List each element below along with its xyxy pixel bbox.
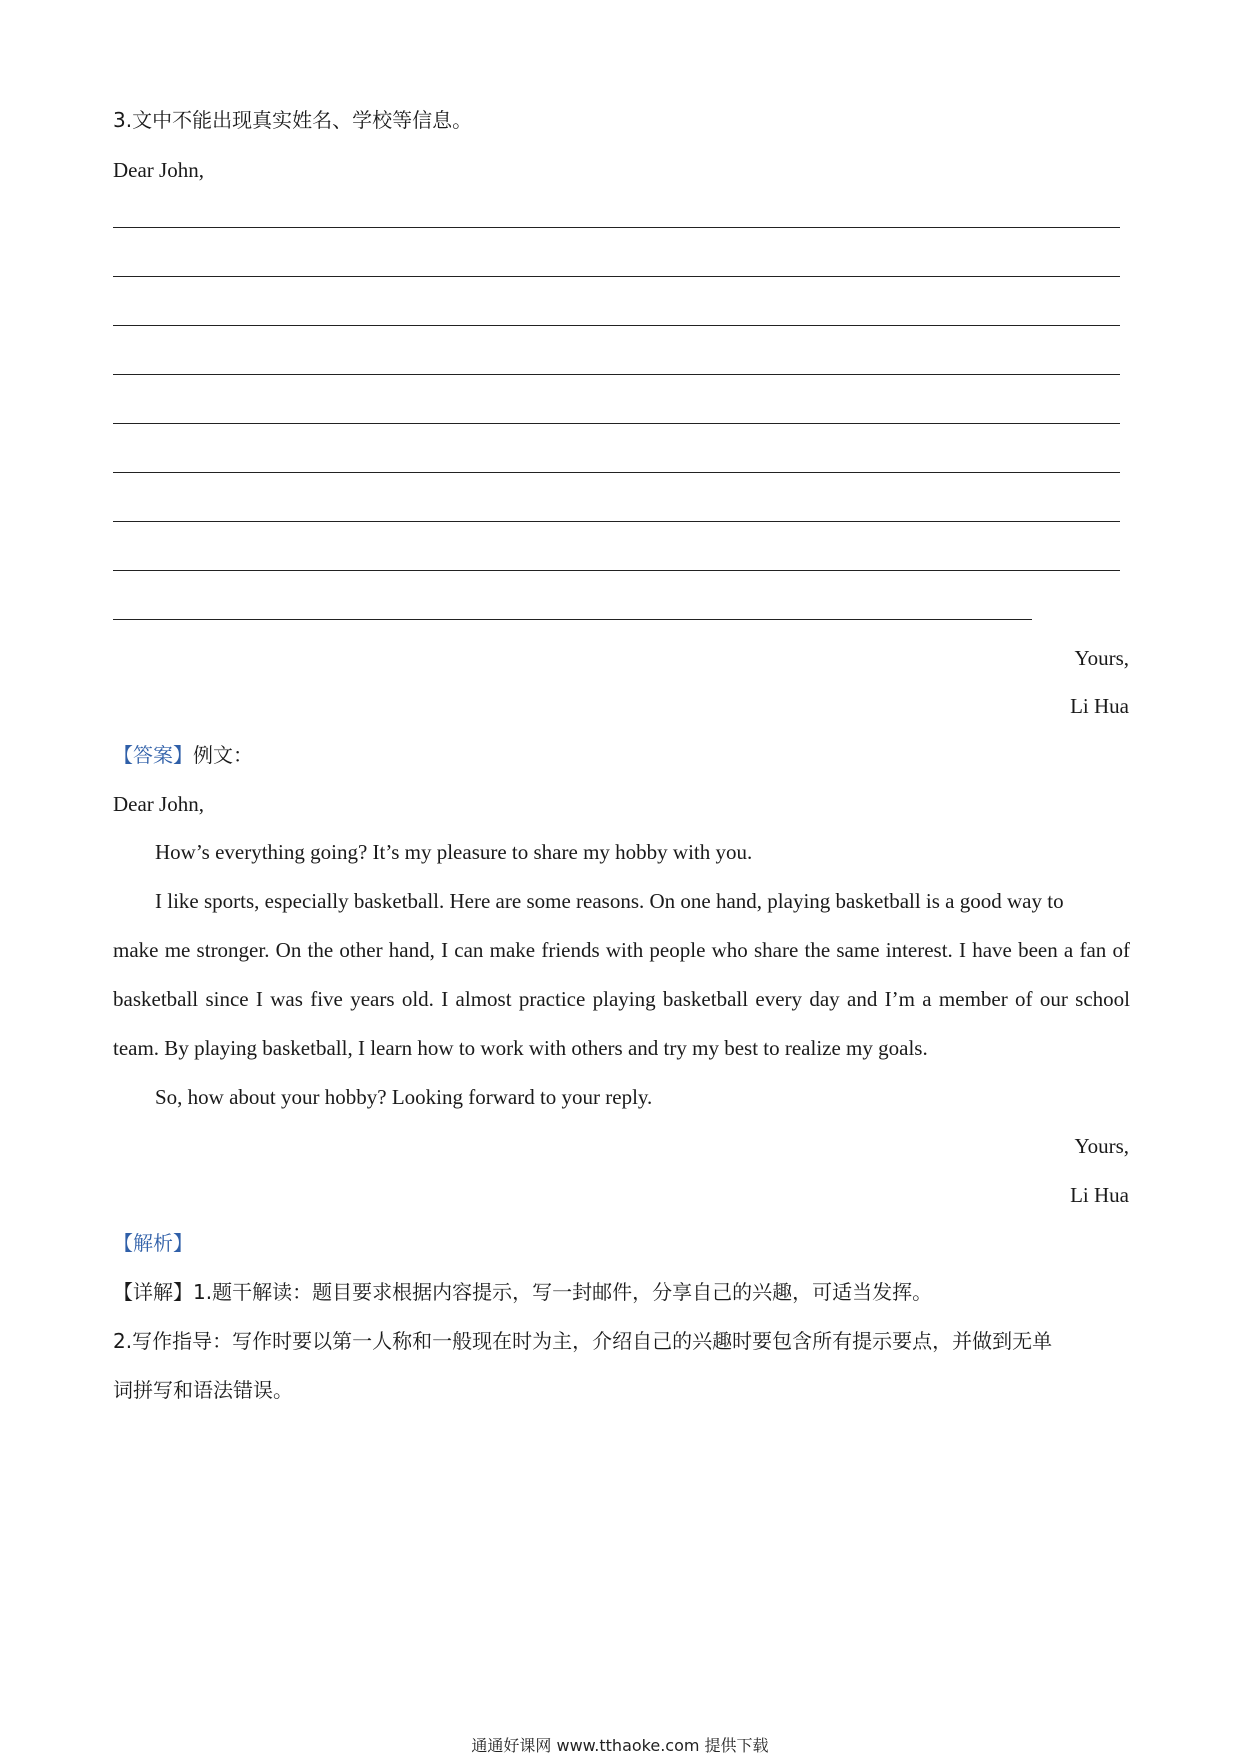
writing-line [113,374,1120,375]
sample-paragraph-2-line: I like sports, especially basketball. Here are some reasons. On one hand, playing basketball is a good way to [155,889,1064,913]
template-greeting: Dear John, [113,158,204,182]
analysis-point-1 [113,1279,932,1305]
writing-line [113,423,1120,424]
sample-paragraph-2-line: make me stronger. On the other hand, I can make friends with people who share the same interest. I have been a fan of [113,938,1130,962]
analysis-point-2-line: 2.写作指导：写作时要以第一人称和一般现在时为主，介绍自己的兴趣时要包含所有提示要点，并做到无单 [113,1329,1053,1353]
writing-line [113,227,1120,228]
detail-label: 【详解】 [113,1280,193,1304]
template-closing: Yours, [1074,646,1129,670]
sample-closing: Yours, [1074,1134,1129,1158]
writing-line [113,619,1032,620]
sample-paragraph-2-line: team. By playing basketball, I learn how to work with others and try my best to realize my goals. [113,1036,928,1060]
writing-line [113,570,1120,571]
sample-signature: Li Hua [1070,1183,1129,1207]
answer-bracket-label: 【答案】 [113,743,193,767]
template-signature: Li Hua [1070,694,1129,718]
analysis-point-1-text: 1.题干解读：题目要求根据内容提示，写一封邮件，分享自己的兴趣，可适当发挥。 [193,1280,933,1304]
requirement-3: 3.文中不能出现真实姓名、学校等信息。 [113,108,473,132]
writing-line [113,472,1120,473]
sample-paragraph-3: So, how about your hobby? Looking forward to your reply. [155,1085,653,1109]
analysis-point-2-line: 词拼写和语法错误。 [113,1378,293,1402]
sample-paragraph-1: How’s everything going? It’s my pleasure to share my hobby with you. [155,840,753,864]
writing-line [113,521,1120,522]
analysis-label: 【解析】 [113,1231,193,1255]
answer-label-text: 例文： [193,743,253,767]
page-footer: 通通好课网 www.tthaoke.com 提供下载 [471,1736,769,1755]
sample-paragraph-2-line: basketball since I was five years old. I almost practice playing basketball every day and I’m a member of our school [113,987,1130,1011]
writing-line [113,325,1120,326]
answer-label [113,742,253,768]
writing-line [113,276,1120,277]
sample-greeting: Dear John, [113,792,204,816]
